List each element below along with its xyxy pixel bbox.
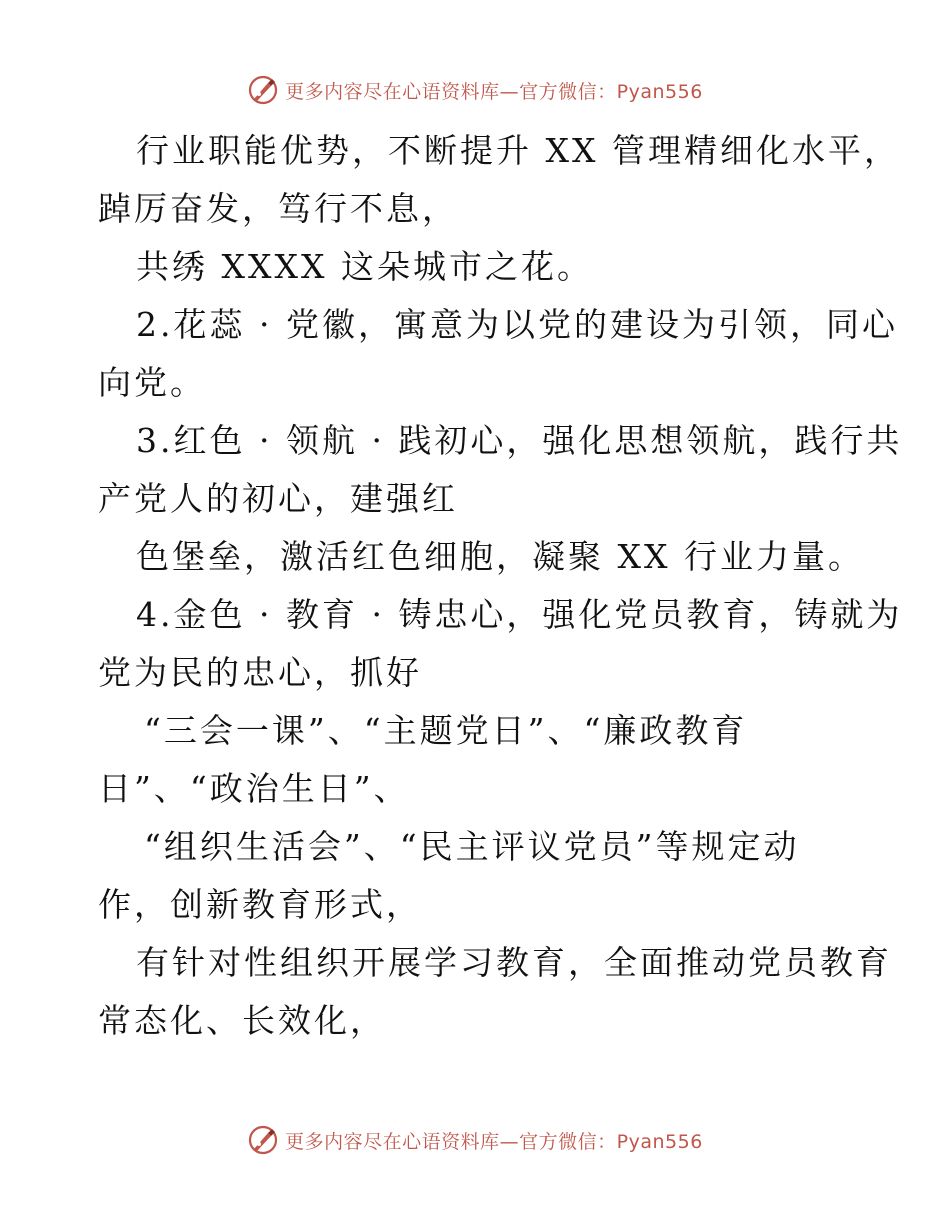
text-line: 4.金色 · 教育 · 铸忠心，强化党员教育，铸就为: [136, 595, 903, 634]
pen-logo-icon: [247, 74, 279, 106]
text-line: 3.红色 · 领航 · 践初心，强化思想领航，践行共: [136, 421, 903, 460]
pen-logo-icon: [247, 1124, 279, 1156]
watermark-text: 更多内容尽在心语资料库—官方微信：Pyan556: [285, 80, 703, 103]
text-line: 2.花蕊 · 党徽，寓意为以党的建设为引领，同心: [136, 305, 898, 344]
text-line: 色堡垒，激活红色细胞，凝聚 XX 行业力量。: [136, 537, 864, 576]
text-line: “三会一课”、“主题党日”、“廉政教育: [144, 711, 748, 750]
watermark-text: 更多内容尽在心语资料库—官方微信：Pyan556: [285, 1130, 703, 1153]
text-line: 有针对性组织开展学习教育，全面推动党员教育: [136, 943, 892, 982]
text-line: 行业职能优势，不断提升 XX 管理精细化水平，: [136, 131, 900, 170]
text-line: 踔厉奋发，笃行不息，: [98, 189, 458, 228]
header-watermark: [0, 72, 950, 108]
text-line: 向党。: [98, 363, 206, 402]
footer-watermark: [0, 1122, 950, 1158]
text-line: 日”、“政治生日”、: [98, 769, 410, 808]
text-line: 产党人的初心，建强红: [98, 479, 458, 518]
text-line: 共绣 XXXX 这朵城市之花。: [136, 247, 593, 286]
text-line: 作，创新教育形式，: [98, 885, 422, 924]
text-line: 党为民的忠心，抓好: [98, 653, 422, 692]
document-body: [98, 122, 903, 1050]
text-line: 常态化、长效化，: [98, 1001, 386, 1040]
text-line: “组织生活会”、“民主评议党员”等规定动: [144, 827, 800, 866]
